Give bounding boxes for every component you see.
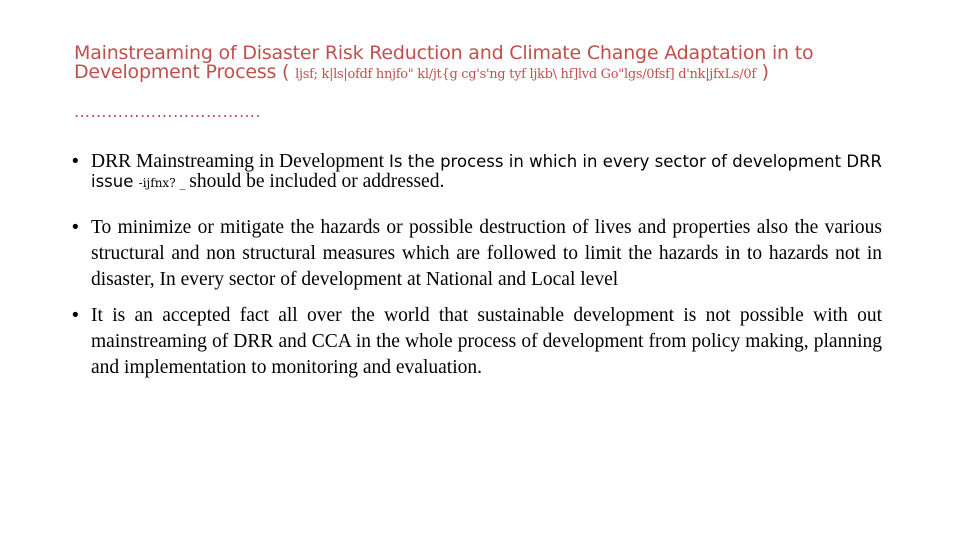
bullet-3-text: It is an accepted fact all over the world that sustainable development is not possible with out mainstreaming of DRR and CCA in the whole process of development from policy making, planning and implementation to monitoring and evaluation. [91, 305, 882, 378]
slide-title [74, 44, 894, 121]
title-dots: ……………………………. [74, 102, 262, 121]
title-line-2 [74, 63, 894, 84]
title-line-1: Mainstreaming of Disaster Risk Reduction and Climate Change Adaptation in to [74, 42, 814, 64]
bullet-item-3 [72, 303, 882, 381]
bullet-2-text: To minimize or mitigate the hazards or possible destruction of lives and properties also the various structural and non structural measures which are followed to limit the hazards in to hazards not in disaster, In every sector of development at National and Local level [91, 217, 882, 290]
bullet-1-part-2: Is the process in which in every sector of development DRR issue [91, 152, 883, 191]
title-line-2-end: ) [755, 61, 769, 83]
bullet-item-2 [72, 215, 882, 293]
bullet-dot-icon: • [72, 305, 79, 326]
title-line-2-start: Development Process ( [74, 61, 296, 83]
bullet-dot-icon: • [72, 151, 79, 172]
bullet-list [72, 148, 882, 381]
bullet-1-part-3: -ijfnx? _ [138, 176, 190, 190]
bullet-1-part-4: should be included or addressed. [189, 171, 445, 192]
bullet-item-1 [72, 152, 882, 193]
bullet-dot-icon: • [72, 217, 79, 238]
title-nepali-text: ljsf; k|ls|ofdf hnjfo" kl/jt{g cg's'ng tyf ljkb\ hf]lvd Go"lgs/0fsf] d'nk|jfxLs/0f [295, 67, 756, 82]
bullet-1-part-1: DRR Mainstreaming in Development [91, 151, 389, 172]
